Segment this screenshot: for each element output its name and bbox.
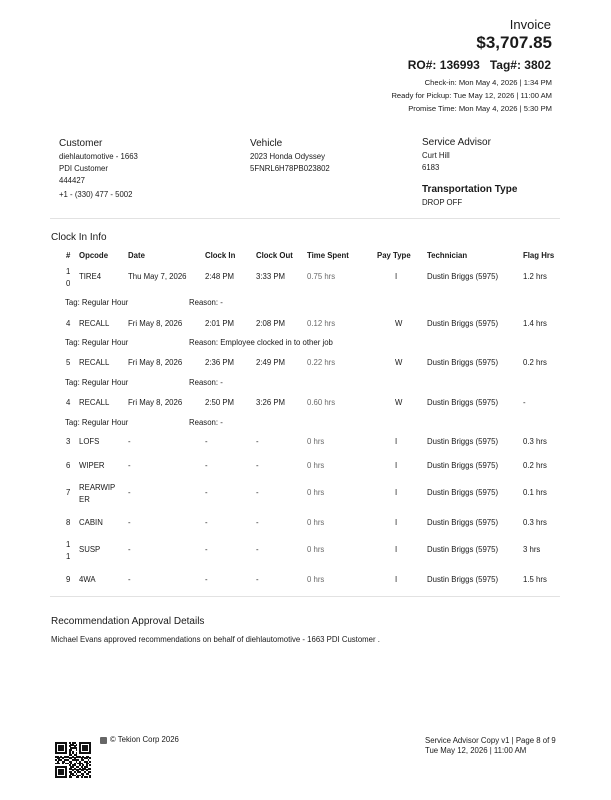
- cell-date: -: [128, 437, 131, 446]
- cell-opcode: REARWIP ER: [79, 483, 116, 504]
- cell-num: 4: [66, 398, 71, 407]
- cell-date: -: [128, 545, 131, 554]
- customer-block: [59, 151, 138, 201]
- section-divider: [50, 596, 560, 597]
- cell-technician: Dustin Briggs (5975): [427, 437, 499, 446]
- cell-date: Fri May 8, 2026: [128, 398, 183, 407]
- cell-time-spent: 0.22 hrs: [307, 358, 336, 367]
- cell-clock-out: 2:08 PM: [256, 319, 286, 328]
- check-in-time: Check-in: Mon May 4, 2026 | 1:34 PM: [424, 78, 552, 87]
- row-reason: Reason: Employee clocked in to other job: [189, 338, 333, 347]
- cell-clock-out: 3:33 PM: [256, 272, 286, 281]
- vehicle-block: [250, 151, 330, 175]
- cell-num: 5: [66, 358, 71, 367]
- cell-opcode: 4WA: [79, 575, 96, 584]
- row-reason: Reason: -: [189, 298, 223, 307]
- transportation-type-value: DROP OFF: [422, 198, 463, 207]
- cell-time-spent: 0 hrs: [307, 488, 325, 497]
- cell-technician: Dustin Briggs (5975): [427, 272, 499, 281]
- vehicle-label: Vehicle: [250, 138, 283, 149]
- cell-pay-type: I: [395, 488, 398, 497]
- cell-clock-out: -: [256, 437, 259, 446]
- advisor-id: 6183: [422, 163, 440, 172]
- cell-time-spent: 0 hrs: [307, 437, 325, 446]
- cell-clock-in: -: [205, 518, 208, 527]
- cell-clock-out: 2:49 PM: [256, 358, 286, 367]
- cell-num: 9: [66, 575, 71, 584]
- cell-clock-in: 2:01 PM: [205, 319, 235, 328]
- cell-clock-in: -: [205, 575, 208, 584]
- cell-pay-type: I: [395, 461, 398, 470]
- cell-time-spent: 0.75 hrs: [307, 272, 336, 281]
- cell-pay-type: I: [395, 272, 398, 281]
- cell-date: Thu May 7, 2026: [128, 272, 187, 281]
- col-header-clock-in: Clock In: [205, 251, 236, 260]
- footer-copy-info: Service Advisor Copy v1 | Page 8 of 9: [425, 736, 556, 745]
- cell-opcode: LOFS: [79, 437, 100, 446]
- cell-date: -: [128, 488, 131, 497]
- transportation-type-label: Transportation Type: [422, 184, 518, 195]
- cell-date: Fri May 8, 2026: [128, 319, 183, 328]
- row-reason: Reason: -: [189, 378, 223, 387]
- customer-name: diehlautomotive - 1663: [59, 152, 138, 161]
- cell-num: 4: [66, 319, 71, 328]
- customer-phone: +1 - (330) 477 - 5002: [59, 190, 133, 199]
- customer-id: 444427: [59, 176, 86, 185]
- invoice-total: $3,707.85: [476, 33, 552, 52]
- ro-number: 136993: [439, 58, 480, 72]
- cell-technician: Dustin Briggs (5975): [427, 545, 499, 554]
- cell-opcode: SUSP: [79, 545, 101, 554]
- col-header-technician: Technician: [427, 251, 468, 260]
- cell-clock-out: -: [256, 545, 259, 554]
- advisor-block: [422, 150, 450, 174]
- cell-time-spent: 0.60 hrs: [307, 398, 336, 407]
- cell-flag-hrs: 3 hrs: [523, 545, 541, 554]
- cell-num: 1 0: [66, 267, 71, 288]
- ro-tag-line: RO#: 136993 Tag#: 3802: [407, 58, 551, 72]
- cell-time-spent: 0 hrs: [307, 545, 325, 554]
- cell-clock-in: -: [205, 545, 208, 554]
- ready-for-pickup-time: Ready for Pickup: Tue May 12, 2026 | 11:00 AM: [391, 91, 552, 100]
- qr-code: [55, 742, 91, 778]
- cell-clock-in: 2:50 PM: [205, 398, 235, 407]
- cell-flag-hrs: 0.3 hrs: [523, 518, 547, 527]
- col-header-pay-type: Pay Type: [377, 251, 411, 260]
- cell-opcode: WIPER: [79, 461, 105, 470]
- cell-num: 1 1: [66, 540, 71, 561]
- row-reason: Reason: -: [189, 418, 223, 427]
- cell-opcode: CABIN: [79, 518, 103, 527]
- cell-flag-hrs: 0.2 hrs: [523, 461, 547, 470]
- cell-opcode: RECALL: [79, 358, 110, 367]
- cell-technician: Dustin Briggs (5975): [427, 358, 499, 367]
- cell-flag-hrs: 0.3 hrs: [523, 437, 547, 446]
- cell-clock-in: -: [205, 437, 208, 446]
- cell-clock-out: 3:26 PM: [256, 398, 286, 407]
- cell-pay-type: I: [395, 575, 398, 584]
- cell-num: 6: [66, 461, 71, 470]
- advisor-name: Curt Hill: [422, 151, 450, 160]
- cell-technician: Dustin Briggs (5975): [427, 518, 499, 527]
- cell-technician: Dustin Briggs (5975): [427, 575, 499, 584]
- cell-time-spent: 0 hrs: [307, 518, 325, 527]
- recommendation-title: Recommendation Approval Details: [51, 616, 205, 627]
- footer-copyright: © Tekion Corp 2026: [110, 735, 179, 744]
- tag-number: 3802: [524, 58, 551, 72]
- cell-num: 7: [66, 488, 71, 497]
- clock-in-info-title: Clock In Info: [51, 232, 107, 243]
- cell-num: 3: [66, 437, 71, 446]
- cell-clock-in: -: [205, 461, 208, 470]
- cell-pay-type: I: [395, 518, 398, 527]
- cell-num: 8: [66, 518, 71, 527]
- document-type: Invoice: [509, 17, 551, 32]
- cell-time-spent: 0 hrs: [307, 461, 325, 470]
- tekion-logo-icon: [100, 737, 107, 744]
- customer-name-2: PDI Customer: [59, 164, 108, 173]
- row-tag: Tag: Regular Hour: [65, 378, 129, 387]
- cell-flag-hrs: 1.5 hrs: [523, 575, 547, 584]
- row-tag: Tag: Regular Hour: [65, 338, 129, 347]
- col-header-clock-out: Clock Out: [256, 251, 293, 260]
- cell-clock-in: -: [205, 488, 208, 497]
- col-header-num: #: [66, 251, 71, 260]
- cell-flag-hrs: -: [523, 398, 526, 407]
- cell-opcode: RECALL: [79, 398, 110, 407]
- cell-pay-type: W: [395, 319, 403, 328]
- vehicle-description: 2023 Honda Odyssey: [250, 152, 325, 161]
- cell-pay-type: I: [395, 437, 398, 446]
- cell-date: -: [128, 575, 131, 584]
- cell-opcode: RECALL: [79, 319, 110, 328]
- cell-time-spent: 0.12 hrs: [307, 319, 336, 328]
- cell-flag-hrs: 1.2 hrs: [523, 272, 547, 281]
- cell-flag-hrs: 1.4 hrs: [523, 319, 547, 328]
- customer-label: Customer: [59, 138, 103, 149]
- tag-label: Tag#: [489, 58, 517, 72]
- cell-clock-out: -: [256, 461, 259, 470]
- ro-label: RO#: [407, 58, 433, 72]
- cell-flag-hrs: 0.2 hrs: [523, 358, 547, 367]
- cell-date: -: [128, 518, 131, 527]
- col-header-time-spent: Time Spent: [307, 251, 349, 260]
- cell-technician: Dustin Briggs (5975): [427, 488, 499, 497]
- section-divider: [50, 218, 560, 219]
- row-tag: Tag: Regular Hour: [65, 418, 129, 427]
- cell-clock-in: 2:36 PM: [205, 358, 235, 367]
- cell-pay-type: W: [395, 398, 403, 407]
- col-header-flag-hrs: Flag Hrs: [523, 251, 555, 260]
- row-tag: Tag: Regular Hour: [65, 298, 129, 307]
- cell-clock-in: 2:48 PM: [205, 272, 235, 281]
- cell-date: -: [128, 461, 131, 470]
- cell-flag-hrs: 0.1 hrs: [523, 488, 547, 497]
- cell-clock-out: -: [256, 518, 259, 527]
- cell-opcode: TIRE4: [79, 272, 102, 281]
- footer-date: Tue May 12, 2026 | 11:00 AM: [425, 746, 527, 755]
- promise-time: Promise Time: Mon May 4, 2026 | 5:30 PM: [408, 104, 552, 113]
- col-header-opcode: Opcode: [79, 251, 109, 260]
- cell-date: Fri May 8, 2026: [128, 358, 183, 367]
- col-header-date: Date: [128, 251, 145, 260]
- cell-pay-type: I: [395, 545, 398, 554]
- vehicle-vin: 5FNRL6H78PB023802: [250, 164, 330, 173]
- cell-clock-out: -: [256, 575, 259, 584]
- cell-pay-type: W: [395, 358, 403, 367]
- cell-time-spent: 0 hrs: [307, 575, 325, 584]
- service-advisor-label: Service Advisor: [422, 137, 491, 148]
- cell-clock-out: -: [256, 488, 259, 497]
- cell-technician: Dustin Briggs (5975): [427, 319, 499, 328]
- cell-technician: Dustin Briggs (5975): [427, 398, 499, 407]
- recommendation-text: Michael Evans approved recommendations on behalf of diehlautomotive - 1663 PDI Customer .: [51, 635, 380, 644]
- cell-technician: Dustin Briggs (5975): [427, 461, 499, 470]
